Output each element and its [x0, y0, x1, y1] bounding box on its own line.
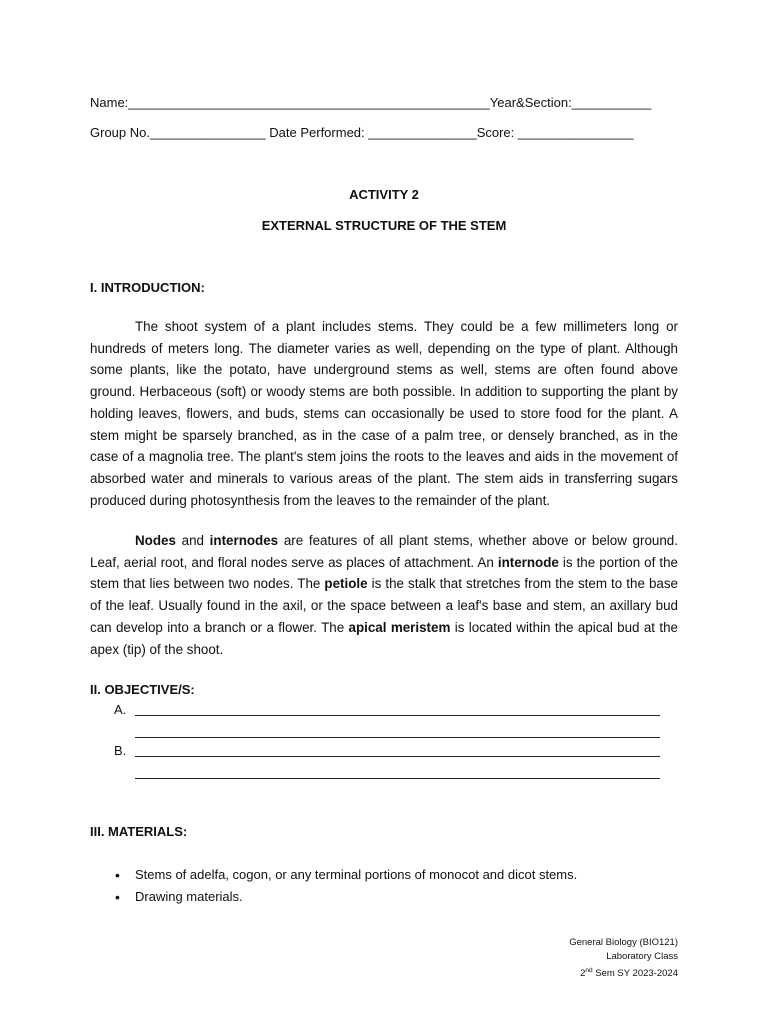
materials-heading: III. MATERIALS: [90, 824, 188, 839]
footer-sem-number: 2 [580, 968, 586, 980]
paragraph-2-text: is the portion of the stem that lies between two nodes. The [90, 554, 678, 592]
footer-class: Laboratory Class [606, 951, 678, 962]
introduction-paragraph-2 [90, 530, 678, 660]
term-internodes: internodes [209, 533, 279, 548]
name-year-section-line: Name:__________________________________________________Year&Section:___________ [90, 95, 652, 110]
paragraph-2-text: are features of all plant stems, whether above or below ground. Leaf, aerial root, and floral nodes serve as places of attachment. An [90, 533, 678, 570]
list-item: • Drawing materials. [112, 886, 577, 908]
introduction-paragraph-1 [90, 316, 678, 511]
objective-b-line-1[interactable] [135, 756, 660, 757]
objective-b-label: B. [114, 743, 127, 758]
term-petiole: petiole [324, 576, 368, 592]
footer-sem-text: Sem SY 2023-2024 [592, 968, 678, 980]
term-nodes: Nodes [135, 533, 176, 548]
paragraph-2-text: and [175, 533, 210, 548]
group-date-score-line: Group No.________________ Date Performed: _______________Score: ________________ [90, 125, 634, 140]
paragraph-2-text: is located within the apical bud at the apex (tip) of the shoot. [90, 619, 678, 657]
activity-subtitle: EXTERNAL STRUCTURE OF THE STEM [261, 218, 507, 233]
objective-a-label: A. [114, 702, 127, 717]
footer-course: General Biology (BIO121) [569, 937, 678, 948]
materials-list [112, 864, 577, 908]
term-internode: internode [497, 554, 559, 570]
list-item: • Stems of adelfa, cogon, or any terminal portions of monocot and dicot stems. [112, 864, 577, 886]
objective-b-line-2[interactable] [135, 778, 660, 779]
objective-a-line-1[interactable] [135, 715, 660, 716]
page-footer [569, 936, 678, 981]
footer-semester [569, 964, 678, 981]
activity-title: ACTIVITY 2 [349, 187, 419, 202]
introduction-heading: I. INTRODUCTION: [90, 280, 205, 295]
objectives-heading: II. OBJECTIVE/S: [90, 682, 195, 697]
footer-sem-suffix: nd [585, 967, 593, 974]
paragraph-2-text: is the stalk that stretches from the stem to the base of the leaf. Usually found in the axil, or the space between a leaf's base and stem, an axillary bud can develop into a branch or a flower. The [90, 576, 678, 635]
objective-a-line-2[interactable] [135, 737, 660, 738]
paragraph-1-text: The shoot system of a plant includes stems. They could be a few millimeters long or hundreds of meters long. The diameter varies as well, depending on the type of plant. Although some plants, like the potato, have underground stems as well, stems are often found above ground. Herbaceous (soft) or woody stems are both possible. In addition to supporting the plant by holding leaves, flowers, and buds, stems can occasionally be used to store food for the plant. A stem might be sparsely branched, as in the case of a palm tree, or densely branched, as in the case of a magnolia tree. The plant's stem joins the roots to the leaves and aids in the movement of absorbed water and minerals to various areas of the plant. The stem aids in transferring sugars produced during photosynthesis from the leaves to the remainder of the plant. [90, 319, 678, 508]
term-apical-meristem: apical meristem [348, 619, 451, 635]
